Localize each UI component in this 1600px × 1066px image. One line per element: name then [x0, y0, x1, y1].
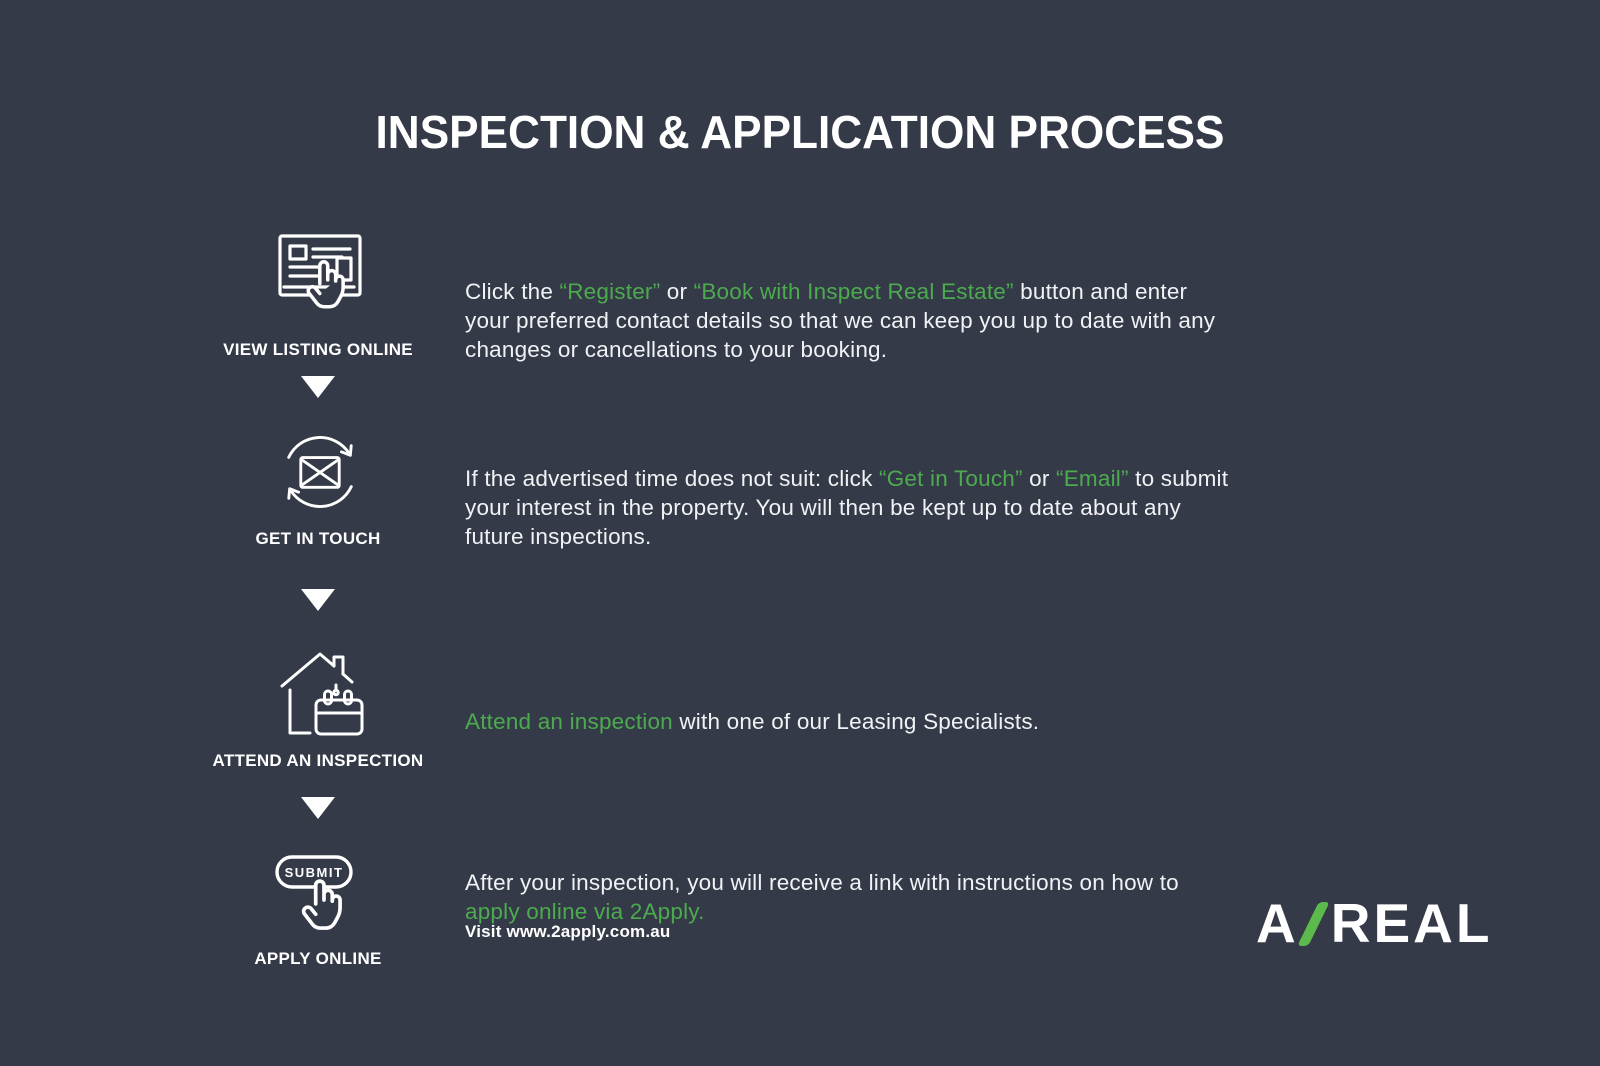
body-text: with one of our Leasing Specialists. [672, 708, 1040, 734]
highlighted-text: “Register” [559, 278, 661, 304]
body-text: or [660, 278, 694, 304]
highlighted-text: “Book with Inspect Real Estate” [693, 278, 1014, 304]
house-calendar-icon [262, 643, 366, 739]
step-label-attend-an-inspection: ATTEND AN INSPECTION [212, 751, 424, 770]
submit-button-text: SUBMIT [284, 865, 344, 880]
submit-click-icon [263, 848, 373, 944]
body-text: If the advertised time does not suit: click [465, 465, 879, 491]
highlighted-text: apply online via 2Apply. [465, 898, 705, 924]
highlighted-text: “Email” [1056, 465, 1129, 491]
email-sync-icon [272, 424, 368, 520]
highlighted-text: “Get in Touch” [879, 465, 1023, 491]
logo-letter-a: A [1256, 892, 1299, 954]
flow-arrow-down-icon [301, 589, 335, 611]
body-text: or [1022, 465, 1057, 491]
areal-logo [1256, 892, 1493, 954]
step-label-get-in-touch: GET IN TOUCH [255, 529, 381, 548]
logo-word-real: REAL [1330, 892, 1493, 954]
step-description-attend-inspection [465, 707, 1233, 736]
step-description-get-in-touch [465, 464, 1233, 551]
step-description-view-listing [465, 277, 1233, 364]
page-title: INSPECTION & APPLICATION PROCESS [375, 105, 1225, 158]
flow-arrow-down-icon [301, 797, 335, 819]
highlighted-text: Attend an inspection [465, 708, 673, 734]
flow-arrow-down-icon [301, 376, 335, 398]
body-text: Click the [465, 278, 560, 304]
step-label-apply-online: APPLY ONLINE [254, 949, 382, 968]
logo-slash-icon [1297, 902, 1329, 946]
step-description-apply-online [465, 868, 1233, 926]
visit-url-note: Visit www.2apply.com.au [465, 922, 671, 941]
step-label-view-listing-online: VIEW LISTING ONLINE [223, 340, 413, 359]
body-text: button and enter your preferred contact details so that we can keep you up to date with any changes or cancellations to your booking. [465, 278, 1216, 362]
body-text: After your inspection, you will receive a link with instructions on how to [465, 869, 1179, 895]
listing-click-icon [276, 230, 376, 326]
body-text: to submit your interest in the property. You will then be kept up to date about any future inspections. [465, 465, 1229, 549]
